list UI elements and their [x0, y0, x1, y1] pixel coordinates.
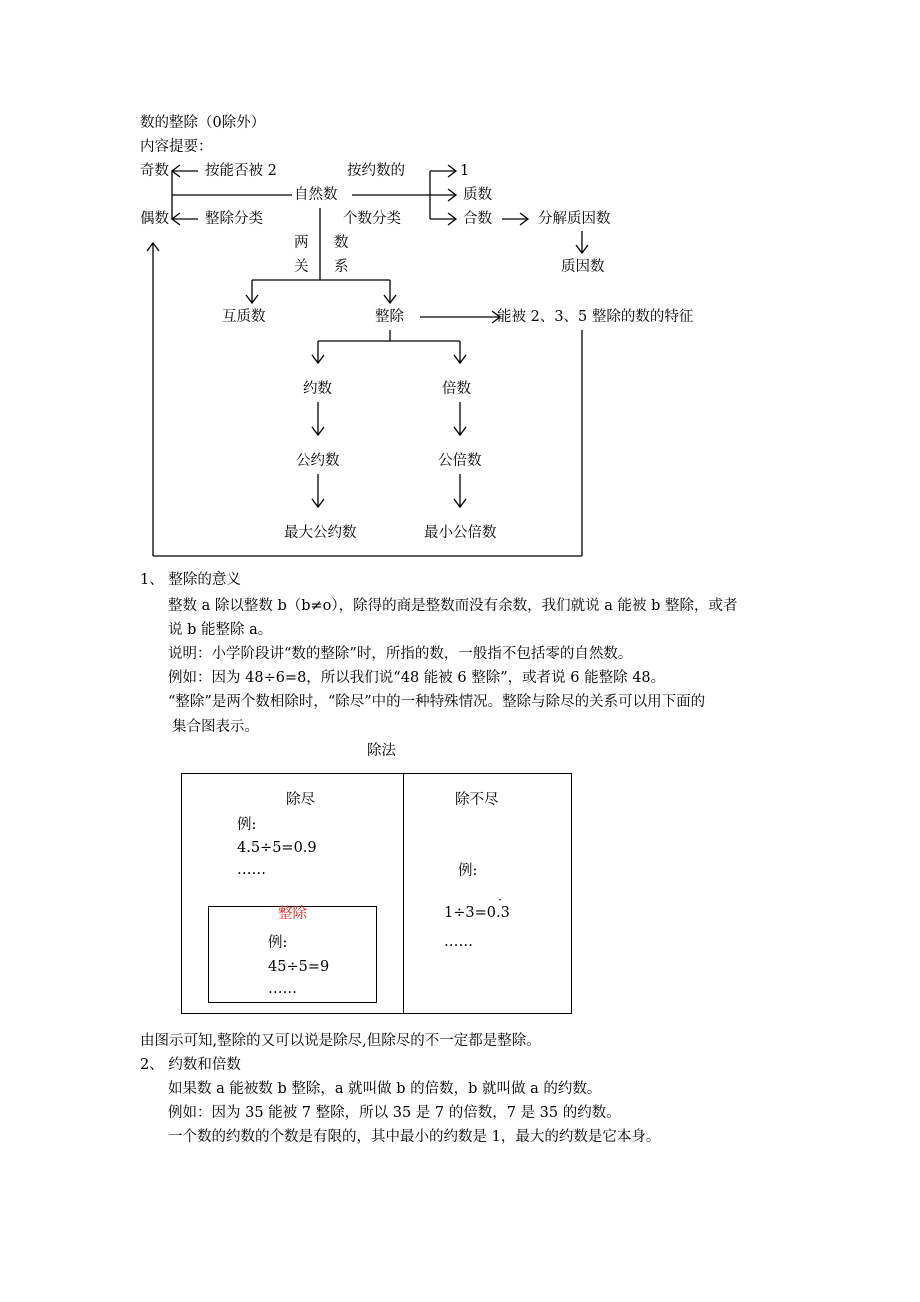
node-odd: 奇数 [140, 163, 169, 179]
concept-diagram [0, 0, 920, 570]
label-rel-b1: 数 [334, 235, 349, 251]
node-common-divisor: 公约数 [296, 453, 340, 469]
venn-repeating-dot: · [498, 893, 502, 907]
section1-heading: 1、 整除的意义 [140, 572, 241, 588]
section1-para1-line2: 说 b 能整除 a。 [168, 622, 273, 638]
venn-inexact-ex: 1÷3=0.3 [444, 905, 510, 921]
section2-heading: 2、 约数和倍数 [140, 1057, 241, 1073]
venn-exact-dots: …… [237, 862, 266, 878]
venn-inexact-title: 除不尽 [455, 792, 499, 808]
section2-line3: 一个数的约数的个数是有限的，其中最小的约数是 1，最大的约数是它本身。 [168, 1129, 661, 1145]
label-rel-b2: 系 [334, 259, 349, 275]
section2-line1: 如果数 a 能被数 b 整除，a 就叫做 b 的倍数，b 就叫做 a 的约数。 [168, 1081, 602, 1097]
conclusion: 由图示可知,整除的又可以说是除尽,但除尽的不一定都是整除。 [140, 1033, 541, 1049]
venn-exact-ex-label: 例: [237, 817, 257, 833]
node-divisible: 整除 [375, 309, 404, 325]
label-divisor-top: 按约数的 [347, 163, 405, 179]
node-coprime: 互质数 [222, 309, 266, 325]
label-rel-a2: 关 [294, 259, 309, 275]
node-one: 1 [460, 163, 470, 179]
node-lcm: 最小公倍数 [424, 525, 497, 541]
node-multiple: 倍数 [442, 381, 471, 397]
venn-divider [403, 773, 404, 1014]
venn-divisible-ex: 45÷5=9 [268, 959, 330, 975]
node-features: 能被 2、3、5 整除的数的特征 [497, 309, 694, 325]
section1-note: 说明：小学阶段讲“数的整除”时，所指的数，一般指不包括零的自然数。 [168, 646, 633, 662]
venn-inexact-ex-label: 例: [458, 863, 478, 879]
node-even: 偶数 [140, 211, 169, 227]
node-factorize: 分解质因数 [538, 211, 611, 227]
venn-exact-ex: 4.5÷5=0.9 [237, 840, 317, 856]
section1-para2-line1: “整除”是两个数相除时，“除尽”中的一种特殊情况。整除与除尽的关系可以用下面的 [168, 694, 706, 710]
node-natural: 自然数 [294, 187, 338, 203]
section1-para1-line1: 整数 a 除以整数 b（b≠o），除得的商是整数而没有余数，我们就说 a 能被 b 整除，或者 [168, 598, 738, 614]
venn-divisible-title: 整除 [278, 906, 307, 922]
venn-inexact-dots: …… [444, 934, 473, 950]
label-rel-a1: 两 [294, 235, 309, 251]
node-prime: 质数 [463, 187, 492, 203]
node-divisor: 约数 [303, 381, 332, 397]
section1-para2-line2: 集合图表示。 [172, 719, 259, 735]
node-gcd: 最大公约数 [284, 525, 357, 541]
section2-line2: 例如：因为 35 能被 7 整除，所以 35 是 7 的倍数，7 是 35 的约数。 [168, 1105, 621, 1121]
label-divisor-bottom: 个数分类 [343, 211, 401, 227]
label-parity-bottom: 整除分类 [205, 211, 263, 227]
venn-title: 除法 [367, 743, 396, 759]
venn-divisible-ex-label: 例: [268, 935, 288, 951]
page-title: 数的整除（0除外） [140, 115, 266, 131]
section1-example: 例如：因为 48÷6=8，所以我们说“48 能被 6 整除”，或者说 6 能整除 48。 [168, 670, 666, 686]
venn-divisible-dots: …… [268, 981, 297, 997]
venn-exact-title: 除尽 [286, 792, 315, 808]
page-subtitle: 内容提要： [140, 139, 213, 155]
node-common-multiple: 公倍数 [438, 453, 482, 469]
node-prime-factor: 质因数 [561, 259, 605, 275]
node-composite: 合数 [463, 211, 492, 227]
label-parity-top: 按能否被 2 [205, 163, 277, 179]
